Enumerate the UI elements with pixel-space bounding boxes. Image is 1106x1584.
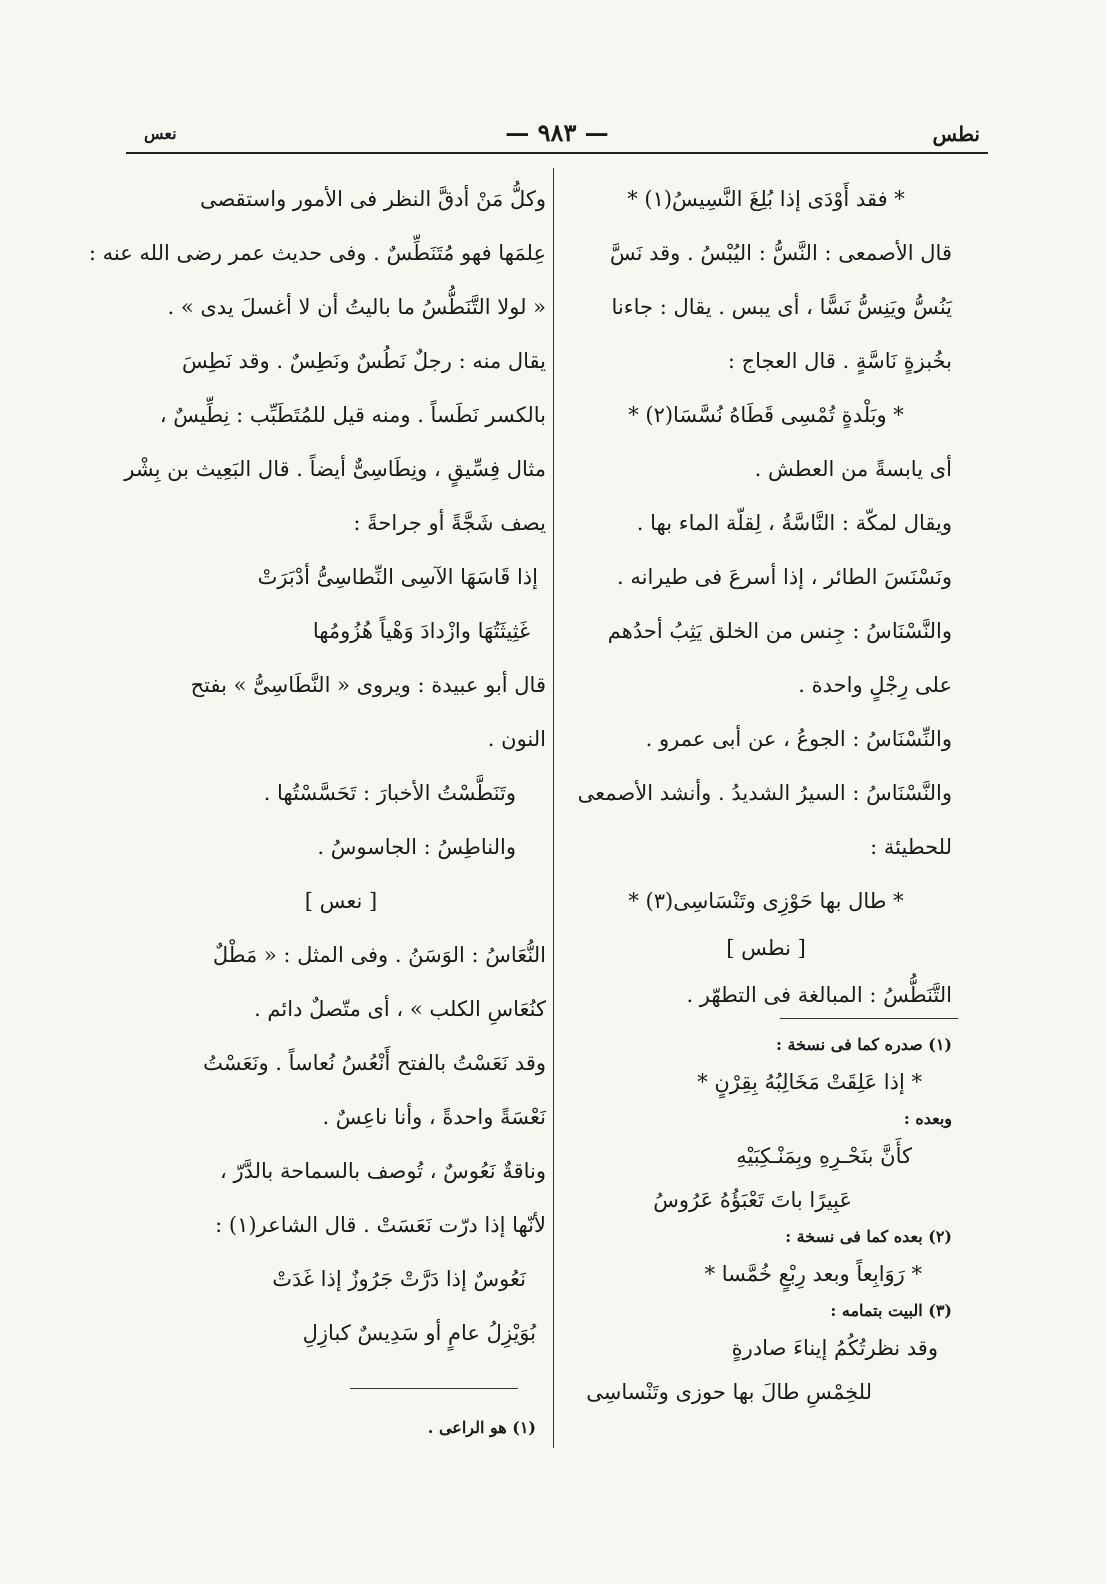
text-line: بالكسر نَطَساً . ومنه قيل للمُتَطَبِّب : نِطِّيسٌ ، xyxy=(159,403,546,427)
page-header xyxy=(126,118,988,152)
text-line: كنُعَاسِ الكلب » ، أى متّصلٌ دائم . xyxy=(254,997,546,1021)
right-column xyxy=(577,172,952,1022)
text-line: قال أبو عبيدة : ويروى « النَّطَاسِىُّ » بفتح xyxy=(190,673,546,697)
footnote-rule-left xyxy=(350,1388,518,1389)
text-line: والناطِسُ : الجاسوسُ . xyxy=(317,835,516,859)
text-line: التَّنَطُّسُ : المبالغة فى التطهّر . xyxy=(686,983,952,1007)
footnote-3-verse-b: للخِمْسِ طالَ بها حوزى وتَنْساسِى xyxy=(586,1380,872,1404)
text-line: لأنّها إذا درّت نَعَسَتْ . قال الشاعر(١) : xyxy=(215,1213,546,1237)
footnote-left: (١) هو الراعى . xyxy=(427,1418,536,1437)
entry-heading-naas: [ نعس ] xyxy=(304,889,378,913)
text-line: والنَّسْنَاسُ : جِنس من الخلق يَثِبُ أحدُهم xyxy=(607,619,952,643)
left-column xyxy=(88,172,546,1360)
text-line: وناقةٌ نَعُوسٌ ، تُوصف بالسماحة بالدَّرّ ، xyxy=(220,1159,546,1183)
footnote-3-verse-a: وقد نظرتُكُمُ إيناءَ صادرةٍ xyxy=(731,1336,938,1360)
text-line: مثال فِسِّيقٍ ، ونِطَاسِىٌّ أيضاً . قال البَعِيث بن بِشْر xyxy=(124,457,546,481)
verse-line: * طال بها حَوْزِى وتَنْسَاسِى(٣) * xyxy=(628,889,904,913)
text-line: ونَسْنَسَ الطائر ، إذا أسرعَ فى طيرانه . xyxy=(617,565,952,589)
verse-line: * فقد أَوْدَى إذا بُلِغَ النَّسِيسُ(١) * xyxy=(627,187,905,211)
footnote-1-verse-2b: عَبِيرًا باتَ تَعْبَؤُهُ عَرُوسُ xyxy=(653,1188,852,1212)
footnote-1-after: وبعده : xyxy=(903,1109,952,1128)
footnote-1-verse: * إذا عَلِقَتْ مَخَالِبُهُ بِقِرْنٍ * xyxy=(697,1070,922,1094)
text-line: والنِّسْنَاسُ : الجوعُ ، عن أبى عمرو . xyxy=(645,727,952,751)
verse-line: إذا قَاسَهَا الآسِى النِّطاسِىُّ أدْبَرَتْ xyxy=(257,565,538,589)
footnotes-right xyxy=(580,1030,952,1414)
header-rule xyxy=(126,152,988,154)
text-line: بخُبزةٍ نَاسَّةٍ . قال العجاج : xyxy=(727,349,952,373)
text-line: أى يابسةً من العطش . xyxy=(754,457,952,481)
text-line: للحطيئة : xyxy=(870,835,952,859)
footnote-2-verse: * رَوَابِعاً وبعد رِبْعٍ خُمَّسا * xyxy=(704,1262,922,1286)
text-line: عِلمَها فهو مُتَنَطِّسٌ . وفى حديث عمر رضى الله عنه : xyxy=(88,241,546,265)
entry-heading-natas: [ نطس ] xyxy=(726,936,806,960)
header-left-word: نعس xyxy=(144,124,177,143)
text-line: قال الأصمعى : النَّسُّ : اليُبْسُ . وقد نَسَّ xyxy=(609,241,952,265)
footnote-rule-right xyxy=(780,1018,958,1019)
page-number: — ٩٨٣ — xyxy=(505,118,609,147)
text-line: والنَّسْنَاسُ : السيرُ الشديدُ . وأنشد الأصمعى xyxy=(577,781,952,805)
header-right-word: نطس xyxy=(932,122,980,146)
column-divider xyxy=(553,168,554,1448)
footnote-1-label: (١) صدره كما فى نسخة : xyxy=(776,1035,952,1054)
verse-line: * وبَلْدةٍ تُمْسِى قَطَاهُ نُسَّسَا(٢) * xyxy=(628,403,904,427)
text-line: النُّعَاسُ : الوَسَنُ . وفى المثل : « مَطْلٌ xyxy=(212,943,546,967)
footnote-1-verse-2a: كأَنَّ بنَحْـرِهِ وبِمَنْـكِبَيْهِ xyxy=(736,1144,912,1168)
verse-line: غَثِيثَتُهَا وازْدادَ وَهْياً هُزُومُها xyxy=(312,619,530,643)
text-line: وكلُّ مَنْ أدقَّ النظر فى الأمور واستقصى xyxy=(199,187,546,211)
text-line: النون . xyxy=(487,727,546,751)
footnote-2-label: (٢) بعده كما فى نسخة : xyxy=(785,1227,952,1246)
verse-line: نَعُوسٌ إذا دَرَّتْ جَرُوزٌ إذا غَدَتْ xyxy=(272,1267,526,1291)
text-line: وقد نَعَسْتُ بالفتح أَنْعُسُ نُعاساً . ونَعَسْتُ xyxy=(203,1051,546,1075)
text-line: يقال منه : رجلٌ نَطُسٌ ونَطِسٌ . وقد نَطِسَ xyxy=(181,349,546,373)
footnote-3-label: (٣) البيت بتمامه : xyxy=(830,1301,952,1320)
text-line: يَنُسُّ ويَنِسُّ نَسًّا ، أى يبس . يقال : جاءنا xyxy=(611,295,952,319)
verse-line: بُوَيْزِلُ عامٍ أو سَدِيسٌ كبازِلِ xyxy=(302,1321,536,1345)
text-line: ويقال لمكّة : النَّاسَّةُ ، لِقلّة الماء بها . xyxy=(636,511,952,535)
text-line: « لولا التَّنَطُّسُ ما باليتُ أن لا أغسلَ يدى » . xyxy=(167,295,546,319)
text-line: نَعْسَةً واحدةً ، وأنا ناعِسٌ . xyxy=(322,1105,546,1129)
text-line: يصف شَجَّةً أو جراحةً : xyxy=(353,511,546,535)
text-line: على رِجْلٍ واحدة . xyxy=(798,673,952,697)
text-line: وتَنَطَّسْتُ الأخبارَ : تَحَسَّسْتُها . xyxy=(263,781,516,805)
